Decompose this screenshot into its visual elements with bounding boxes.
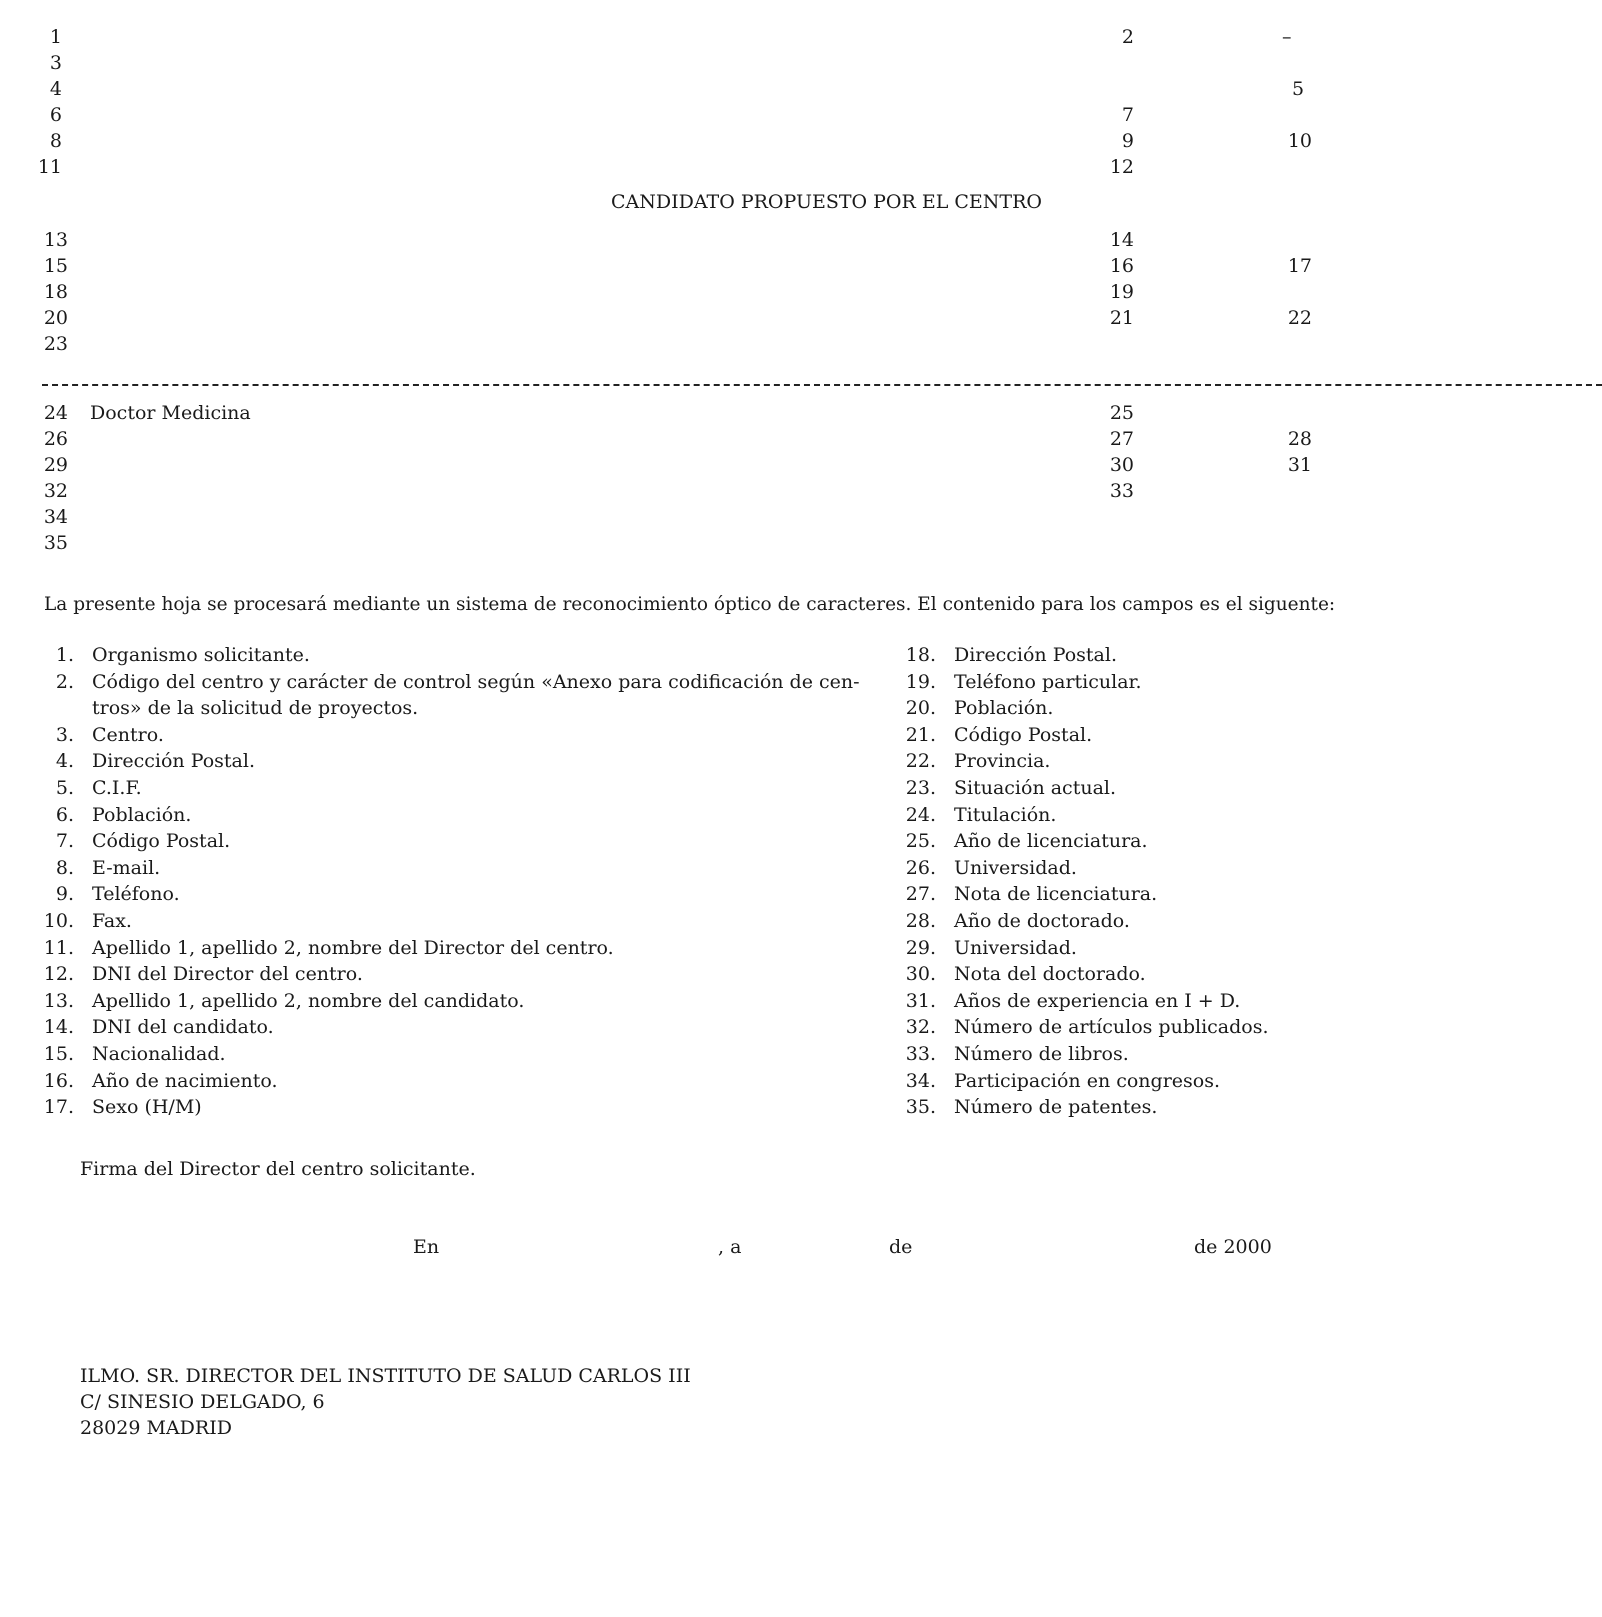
legend-number: 7. xyxy=(55,830,74,853)
legend-item xyxy=(40,990,900,1012)
field-number: 16 xyxy=(1109,255,1134,277)
legend-item xyxy=(40,1016,900,1038)
legend-number: 26. xyxy=(905,856,936,879)
titulacion-value: Doctor Medicina xyxy=(90,402,251,424)
legend-item xyxy=(902,724,1602,746)
legend-number: 8. xyxy=(55,856,74,879)
legend-number: 1. xyxy=(55,644,74,666)
legend-number: 9. xyxy=(55,883,74,906)
field-number: 3 xyxy=(49,52,62,74)
legend-text: DNI del Director del centro. xyxy=(92,963,363,986)
legend-number: 16. xyxy=(43,1069,74,1092)
legend-item xyxy=(40,724,900,746)
address-line: 28029 MADRID xyxy=(80,1417,232,1439)
legend-item xyxy=(902,937,1602,959)
legend-number: 22. xyxy=(905,750,936,773)
field-number: 13 xyxy=(43,229,68,251)
field-separator: – xyxy=(1282,26,1292,48)
legend-item xyxy=(902,883,1602,905)
legend-number: 23. xyxy=(905,777,936,799)
field-number: 10 xyxy=(1287,130,1312,152)
legend-text: Nota de licenciatura. xyxy=(954,883,1158,906)
legend-item xyxy=(40,697,900,719)
legend-number: 18. xyxy=(905,644,936,666)
legend-item xyxy=(40,910,900,932)
legend-item xyxy=(40,857,900,879)
legend-text: Participación en congresos. xyxy=(954,1069,1220,1092)
legend-number: 15. xyxy=(43,1043,74,1065)
field-number: 5 xyxy=(1292,78,1305,100)
legend-item xyxy=(902,1070,1602,1092)
legend-number: 4. xyxy=(55,750,74,773)
legend-number: 3. xyxy=(55,723,74,746)
legend-number: 6. xyxy=(55,803,74,826)
ocr-note: La presente hoja se procesará mediante un sistema de reconocimiento óptico de caracteres. El contenido para los campos es el siguente: xyxy=(44,594,1336,615)
legend-text: Población. xyxy=(92,803,192,826)
legend-item xyxy=(40,777,900,799)
legend-item xyxy=(902,830,1602,852)
field-number: 24 xyxy=(43,402,68,424)
field-number: 15 xyxy=(43,255,68,277)
field-number: 22 xyxy=(1287,307,1312,329)
legend-number: 14. xyxy=(43,1016,74,1039)
legend-text: Titulación. xyxy=(954,803,1057,826)
legend-text: Número de artículos publicados. xyxy=(954,1016,1269,1039)
legend-item xyxy=(40,1043,900,1065)
legend-item xyxy=(902,990,1602,1012)
field-number: 21 xyxy=(1109,307,1134,329)
legend-item xyxy=(40,1070,900,1092)
legend-text: Teléfono particular. xyxy=(954,670,1142,693)
legend-text: Situación actual. xyxy=(954,777,1117,799)
field-number: 31 xyxy=(1287,454,1312,476)
legend-number: 5. xyxy=(55,777,74,799)
legend-text: Población. xyxy=(954,697,1054,720)
legend-number: 2. xyxy=(55,670,74,693)
field-number: 32 xyxy=(43,480,68,502)
address-line: ILMO. SR. DIRECTOR DEL INSTITUTO DE SALUD CARLOS III xyxy=(80,1365,691,1387)
field-number: 20 xyxy=(43,307,68,329)
legend-number: 21. xyxy=(905,723,936,746)
legend-item xyxy=(902,750,1602,772)
legend-number: 17. xyxy=(43,1096,74,1119)
section-title: CANDIDATO PROPUESTO POR EL CENTRO xyxy=(611,191,1042,213)
date-place-label: En xyxy=(413,1236,440,1258)
legend-number: 35. xyxy=(905,1096,936,1119)
field-number: 12 xyxy=(1109,156,1134,178)
legend-item xyxy=(902,910,1602,932)
field-number: 35 xyxy=(43,532,68,554)
legend-number: 11. xyxy=(43,936,74,959)
legend-number: 32. xyxy=(905,1016,936,1039)
field-number: 8 xyxy=(49,130,62,152)
field-number: 26 xyxy=(43,428,68,450)
field-number: 9 xyxy=(1121,130,1134,152)
legend-number: 24. xyxy=(905,803,936,826)
field-number: 30 xyxy=(1109,454,1134,476)
legend-item xyxy=(902,777,1602,799)
legend-text: DNI del candidato. xyxy=(92,1016,274,1039)
field-number: 27 xyxy=(1109,428,1134,450)
signature-label: Firma del Director del centro solicitante. xyxy=(80,1158,476,1180)
legend-text: Código del centro y carácter de control según «Anexo para codificación de cen- xyxy=(92,670,860,693)
field-number: 1 xyxy=(49,26,62,48)
legend-item xyxy=(40,804,900,826)
legend-text: Número de patentes. xyxy=(954,1096,1158,1119)
field-number: 19 xyxy=(1109,281,1134,303)
legend-item xyxy=(902,1016,1602,1038)
legend-text: Código Postal. xyxy=(954,723,1093,746)
field-number: 23 xyxy=(43,333,68,355)
legend-item xyxy=(40,937,900,959)
legend-number: 20. xyxy=(905,697,936,720)
legend-number: 30. xyxy=(905,963,936,986)
legend-item xyxy=(40,830,900,852)
legend-item xyxy=(902,1096,1602,1118)
field-number: 28 xyxy=(1287,428,1312,450)
legend-item xyxy=(40,963,900,985)
field-number: 34 xyxy=(43,506,68,528)
legend-text: tros» de la solicitud de proyectos. xyxy=(92,697,419,720)
legend-text: Años de experiencia en I + D. xyxy=(954,989,1241,1012)
legend-text: Número de libros. xyxy=(954,1043,1129,1065)
legend-text: Sexo (H/M) xyxy=(92,1096,202,1119)
legend-item xyxy=(40,1096,900,1118)
field-number: 14 xyxy=(1109,229,1134,251)
field-number: 33 xyxy=(1109,480,1134,502)
legend-text: Dirección Postal. xyxy=(954,644,1117,666)
field-number: 11 xyxy=(37,156,62,178)
legend-item xyxy=(902,644,1602,666)
legend-text: Nota del doctorado. xyxy=(954,963,1146,986)
date-day-label: , a xyxy=(718,1236,742,1258)
legend-text: Universidad. xyxy=(954,936,1077,959)
legend-text: Año de licenciatura. xyxy=(954,830,1148,853)
legend-item xyxy=(902,857,1602,879)
field-number: 7 xyxy=(1121,104,1134,126)
legend-item xyxy=(40,671,900,693)
legend-text: Provincia. xyxy=(954,750,1051,773)
field-number: 2 xyxy=(1121,26,1134,48)
legend-number: 33. xyxy=(905,1043,936,1065)
field-number: 6 xyxy=(49,104,62,126)
legend-text: Teléfono. xyxy=(92,883,180,906)
legend-text: Nacionalidad. xyxy=(92,1043,226,1065)
legend-number: 12. xyxy=(43,963,74,986)
legend-text: Año de doctorado. xyxy=(954,910,1130,932)
legend-number: 25. xyxy=(905,830,936,853)
legend-item xyxy=(902,1043,1602,1065)
legend-item xyxy=(902,804,1602,826)
field-number: 4 xyxy=(49,78,62,100)
legend-text: Universidad. xyxy=(954,856,1077,879)
field-number: 18 xyxy=(43,281,68,303)
legend-item xyxy=(40,750,900,772)
address-line: C/ SINESIO DELGADO, 6 xyxy=(80,1391,325,1413)
date-year-label: de 2000 xyxy=(1194,1236,1272,1258)
legend-item xyxy=(40,883,900,905)
field-number: 17 xyxy=(1287,255,1312,277)
legend-item xyxy=(902,963,1602,985)
legend-number: 34. xyxy=(905,1069,936,1092)
legend-number: 29. xyxy=(905,936,936,959)
legend-number: 19. xyxy=(905,670,936,693)
legend-text: C.I.F. xyxy=(92,777,142,799)
legend-text: Año de nacimiento. xyxy=(92,1069,278,1092)
legend-item xyxy=(902,697,1602,719)
field-number: 29 xyxy=(43,454,68,476)
legend-text: Organismo solicitante. xyxy=(92,644,310,666)
legend-text: E-mail. xyxy=(92,856,161,879)
legend-text: Código Postal. xyxy=(92,830,231,853)
legend-number: 10. xyxy=(43,910,74,932)
legend-item xyxy=(40,644,900,666)
legend-number: 27. xyxy=(905,883,936,906)
legend-text: Fax. xyxy=(92,910,132,932)
legend-number: 13. xyxy=(43,989,74,1012)
legend-number: 31. xyxy=(905,989,936,1012)
legend-item xyxy=(902,671,1602,693)
legend-text: Centro. xyxy=(92,723,164,746)
legend-text: Dirección Postal. xyxy=(92,750,255,773)
legend-text: Apellido 1, apellido 2, nombre del candidato. xyxy=(92,989,525,1012)
field-number: 25 xyxy=(1109,402,1134,424)
legend-number: 28. xyxy=(905,910,936,932)
dashed-separator xyxy=(42,384,1602,386)
date-month-label: de xyxy=(889,1236,913,1258)
legend-text: Apellido 1, apellido 2, nombre del Director del centro. xyxy=(92,936,614,959)
